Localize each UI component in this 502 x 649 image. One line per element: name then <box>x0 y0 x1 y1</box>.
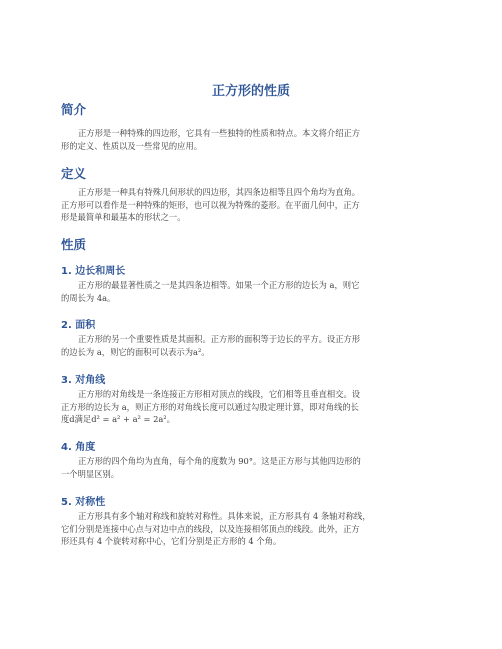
paragraph-line: 一个明显区别。 <box>61 468 120 479</box>
document-title: 正方形的性质 <box>211 84 290 99</box>
paragraph-line: 正方形的四个角均为直角，每个角的度数为 90°。这是正方形与其他四边形的 <box>78 456 361 466</box>
section-heading-definition: 定义 <box>61 166 87 181</box>
paragraph-line: 正方形的最显著性质之一是其四条边相等。如果一个正方形的边长为 a，则它 <box>78 280 360 290</box>
paragraph-line: 的周长为 4a。 <box>61 292 116 303</box>
paragraph-line: 正方形的对角线是一条连接正方形相对顶点的线段，它们相等且垂直相交。设 <box>78 389 361 399</box>
subheading-diagonal: 3. 对角线 <box>61 375 106 386</box>
paragraph-line: 正方形具有多个轴对称线和旋转对称性。具体来说，正方形具有 4 条轴对称线， <box>78 511 371 521</box>
intro-paragraph <box>61 127 439 152</box>
paragraph-line: 正方形是一种特殊的四边形，它具有一些独特的性质和特点。本文将介绍正方 <box>78 128 361 138</box>
paragraph-line: 正方形可以看作是一种特殊的矩形，也可以视为特殊的菱形。在平面几何中，正方 <box>61 199 360 210</box>
subheading-area: 2. 面积 <box>61 320 96 331</box>
side-perimeter-paragraph <box>61 279 439 304</box>
paragraph-line: 形还具有 4 个旋转对称中心，它们分别是正方形的 4 个角。 <box>61 536 282 546</box>
paragraph-line: 正方形的另一个重要性质是其面积。正方形的面积等于边长的平方。设正方形 <box>78 334 361 344</box>
paragraph-line: 形是最简单和最基本的形状之一。 <box>61 212 186 222</box>
symmetry-paragraph <box>61 510 439 548</box>
area-paragraph <box>61 333 439 358</box>
paragraph-line: 形的定义、性质以及一些常见的应用。 <box>61 140 203 151</box>
definition-paragraph <box>61 186 439 224</box>
paragraph-line: 的边长为 a，则它的面积可以表示为a²。 <box>61 346 210 357</box>
paragraph-line: 正方形是一种具有特殊几何形状的四边形，其四条边相等且四个角均为直角。 <box>78 187 361 197</box>
paragraph-line: 它们分别是连接中心点与对边中点的线段，以及连接相邻顶点的线段。此外，正方 <box>61 523 360 534</box>
subheading-angle: 4. 角度 <box>61 442 96 453</box>
subheading-symmetry: 5. 对称性 <box>61 497 106 508</box>
subheading-side-and-perimeter: 1. 边长和周长 <box>61 266 126 277</box>
paragraph-line: 正方形的边长为 a，则正方形的对角线长度可以通过勾股定理计算，即对角线的长 <box>61 401 359 412</box>
diagonal-paragraph <box>61 388 439 426</box>
section-heading-properties: 性质 <box>61 237 87 252</box>
paragraph-line: 度d满足d² = a² + a² = 2a²。 <box>61 414 175 424</box>
section-heading-intro: 简介 <box>61 102 87 117</box>
angle-paragraph <box>61 455 439 480</box>
